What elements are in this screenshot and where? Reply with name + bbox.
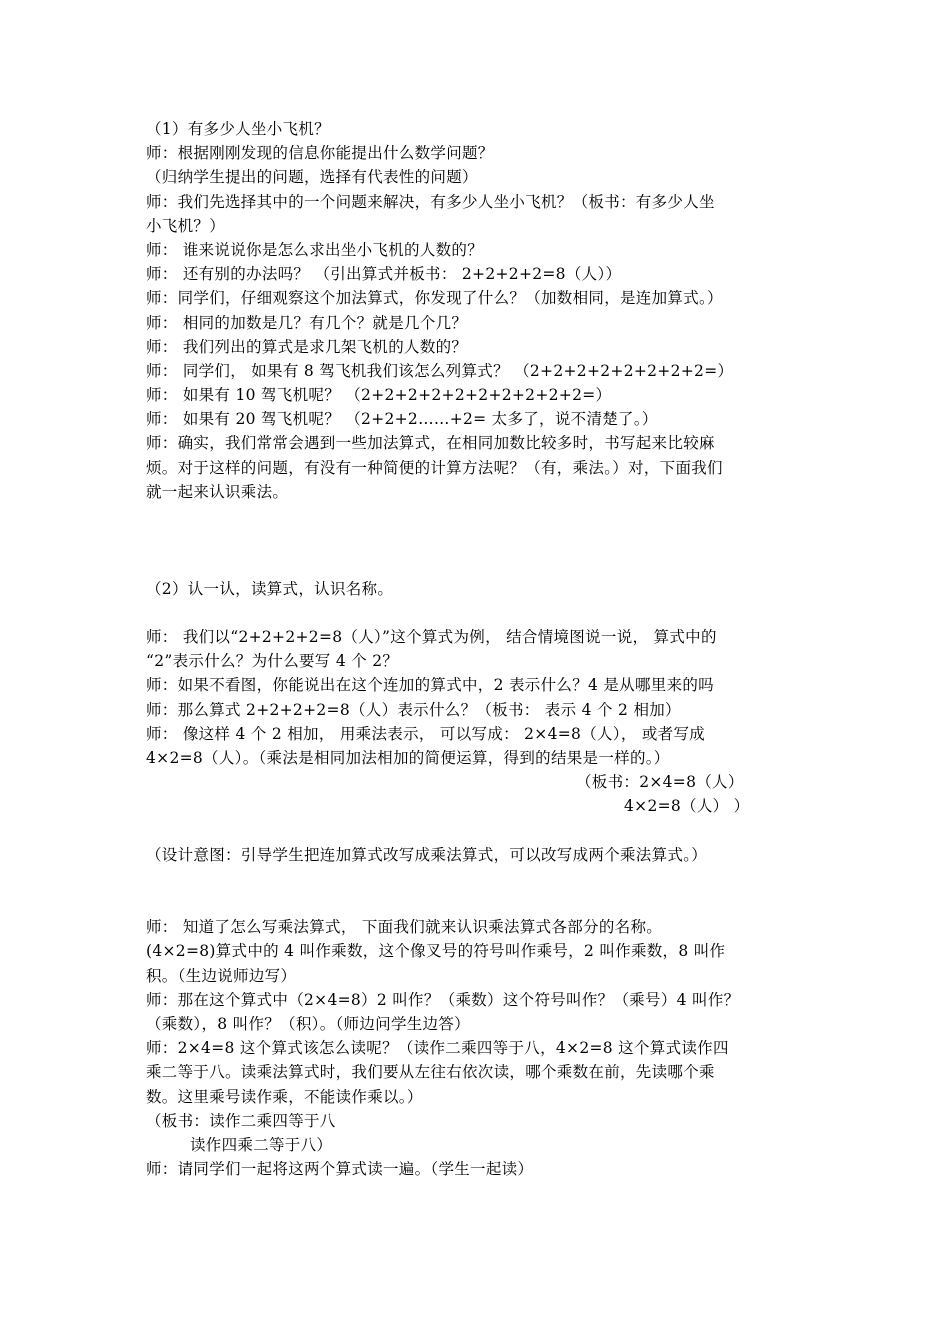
section-1 [146,117,816,504]
paragraph-line: 师： 相同的加数是几？有几个？就是几个几？ [146,313,468,332]
paragraph-line: 乘二等于八。读乘法算式时，我们要从左往右依次读，哪个乘数在前，先读哪个乘 [146,1063,715,1082]
section-2 [146,577,816,867]
paragraph-line: 师： 如果有 20 驾飞机呢？ （2+2+2……+2= 太多了，说不清楚了。） [146,410,658,429]
paragraph-line: 师： 如果有 10 驾飞机呢？ （2+2+2+2+2+2+2+2+2+2=） [146,386,612,405]
paragraph-line: 数。这里乘号读作乘，不能读作乘以。） [146,1087,423,1106]
section-1-heading: （1）有多少人坐小飞机？ [146,120,330,138]
paragraph-line: 师： 还有别的办法吗？ （引出算式并板书： 2+2+2+2=8（人）） [146,265,622,284]
paragraph-line: 师： 我们列出的算式是求几架飞机的人数的？ [146,337,468,356]
paragraph-line: 师：那么算式 2+2+2+2=8（人）表示什么？（板书： 表示 4 个 2 相加） [146,700,681,719]
paragraph-line: 师： 像这样 4 个 2 相加， 用乘法表示， 可以写成： 2×4=8（人）， 或者写成 [146,724,706,743]
board-note-line: （板书：2×4=8（人） [576,773,744,792]
board-note-line: 4×2=8（人） ） [624,797,750,816]
paragraph-line: 师：根据刚刚发现的信息你能提出什么数学问题？ [146,144,494,163]
board-note-line: 读作四乘二等于八） [190,1135,333,1154]
paragraph-line: 师： 知道了怎么写乘法算式， 下面我们就来认识乘法算式各部分的名称。 [146,918,663,937]
paragraph-line: 师：同学们，仔细观察这个加法算式，你发现了什么？（加数相同，是连加算式。） [146,289,723,308]
spacer [146,552,816,576]
paragraph-line: “2”表示什么？为什么要写 4 个 2？ [146,652,399,671]
paragraph-line: 4×2=8（人）。（乘法是相同加法相加的简便运算，得到的结果是一样的。） [146,748,670,767]
paragraph-line: 师：如果不看图，你能说出在这个连加的算式中，2 表示什么？4 是从哪里来的吗 [146,676,714,695]
spacer [146,818,816,842]
design-intent-note: （设计意图：引导学生把连加算式改写成乘法算式，可以改写成两个乘法算式。） [146,845,708,864]
spacer [146,891,816,915]
paragraph-line: 就一起来认识乘法。 [146,482,289,501]
spacer [146,601,816,625]
paragraph-line: 师：2×4=8 这个算式该怎么读呢？（读作二乘四等于八，4×2=8 这个算式读作四 [146,1039,729,1058]
paragraph-line: 师： 我们以“2+2+2+2=8（人）”这个算式为例， 结合情境图说一说， 算式中的 [146,627,717,646]
paragraph-line: 烦。对于这样的问题，有没有一种简便的计算方法呢？（有，乘法。）对，下面我们 [146,458,723,477]
paragraph-line: 师：确实，我们常常会遇到一些加法算式，在相同加数比较多时，书写起来比较麻 [146,434,715,453]
spacer [146,504,816,528]
board-note-line: （板书：读作二乘四等于八 [146,1111,336,1130]
paragraph-line: 师：那在这个算式中（2×4=8）2 叫作？（乘数）这个符号叫作？（乘号）4 叫作？ [146,990,740,1009]
paragraph-line: （归纳学生提出的问题，选择有代表性的问题） [146,168,478,187]
section-2-heading: （2）认一认，读算式，认识名称。 [146,579,394,598]
paragraph-line: 师： 谁来说说你是怎么求出坐小飞机的人数的？ [146,240,484,259]
paragraph-line: 师：我们先选择其中的一个问题来解决，有多少人坐小飞机？（板书：有多少人坐 [146,192,715,211]
paragraph-line: 小飞机？） [146,216,226,235]
spacer [146,528,816,552]
paragraph-line: 积。（生边说师边写） [146,966,297,985]
paragraph-line: 师：请同学们一起将这两个算式读一遍。（学生一起读） [146,1160,534,1179]
document-page [146,117,816,1181]
paragraph-line: 师： 同学们， 如果有 8 驾飞机我们该怎么列算式？ （2+2+2+2+2+2+2+2=） [146,361,734,380]
paragraph-line: （乘数），8 叫作？（积）。（师边问学生边答） [146,1014,470,1033]
section-3 [146,915,816,1181]
paragraph-line: (4×2=8)算式中的 4 叫作乘数，这个像叉号的符号叫作乘号，2 叫作乘数，8 叫作 [146,942,726,961]
spacer [146,867,816,891]
